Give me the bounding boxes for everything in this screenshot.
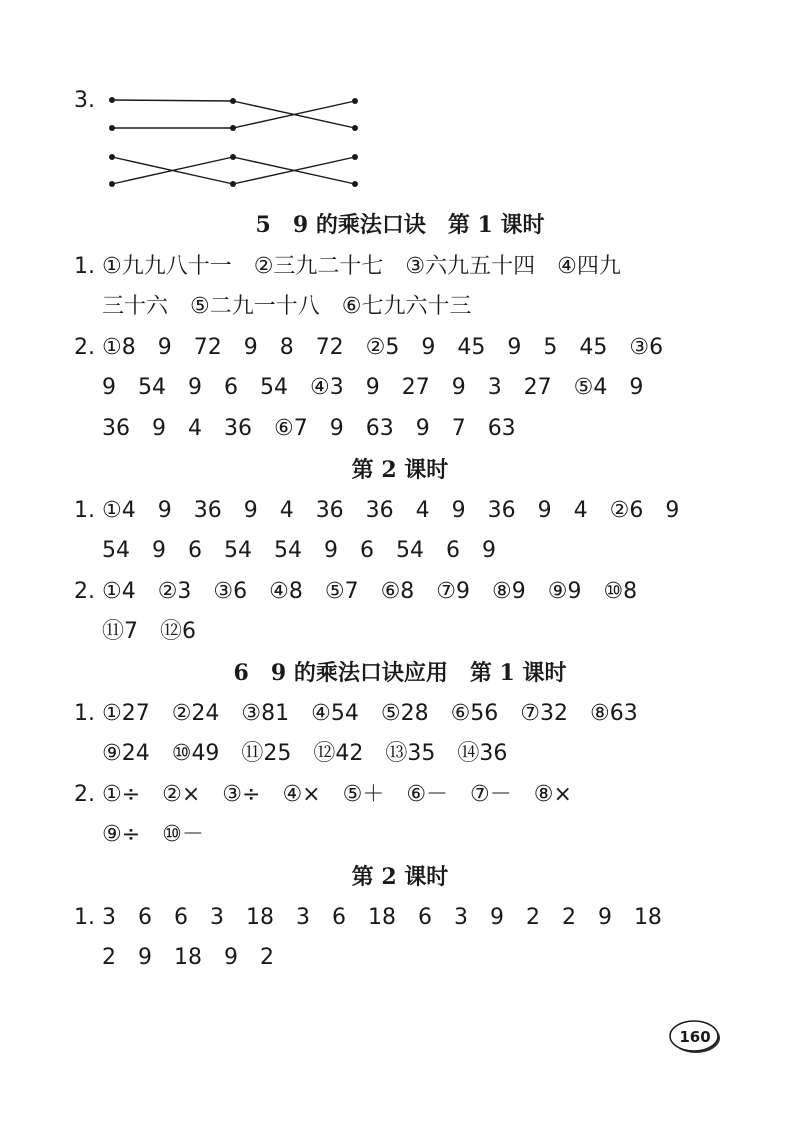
answer-line: ⑨24 ⑩49 ⑪25 ⑫42 ⑬35 ⑭36 [102, 741, 508, 766]
question-3-number: 3. [74, 88, 95, 113]
answer-line: 2. ①4 ②3 ③6 ④8 ⑤7 ⑥8 ⑦9 ⑧9 ⑨9 ⑩8 [74, 579, 638, 604]
section-heading: 6 9 的乘法口诀应用 第 1 课时 [233, 660, 567, 686]
match-dot [230, 98, 236, 104]
match-dot [352, 98, 358, 104]
answer-line: 9 54 9 6 54 ④3 9 27 9 3 27 ⑤4 9 [102, 375, 644, 400]
answer-line: 2. ①8 9 72 9 8 72 ②5 9 45 9 5 45 ③6 [74, 335, 664, 360]
page-number-badge [668, 1018, 722, 1056]
match-line [112, 100, 233, 101]
answer-line: 1. ①27 ②24 ③81 ④54 ⑤28 ⑥56 ⑦32 ⑧63 [74, 701, 638, 726]
section-heading: 第 2 课时 [351, 457, 449, 483]
answer-line: ⑨÷ ⑩－ [102, 822, 204, 847]
answer-line: 1. ①九九八十一 ②三九二十七 ③六九五十四 ④四九 [74, 254, 621, 279]
answer-line: 2. ①÷ ②× ③÷ ④× ⑤＋ ⑥－ ⑦－ ⑧× [74, 782, 572, 807]
matching-diagram [0, 0, 800, 200]
match-dot [109, 97, 115, 103]
match-dot [230, 181, 236, 187]
answer-line: ⑪7 ⑫6 [102, 619, 196, 644]
match-dot [230, 154, 236, 160]
match-dot [109, 125, 115, 131]
page-number: 160 [679, 1028, 711, 1046]
match-dot [109, 154, 115, 160]
answer-line: 2 9 18 9 2 [102, 945, 274, 970]
answer-line: 54 9 6 54 54 9 6 54 6 9 [102, 538, 496, 563]
answer-line: 1. 3 6 6 3 18 3 6 18 6 3 9 2 2 9 18 [74, 905, 662, 930]
match-dot [352, 154, 358, 160]
answer-line: 1. ①4 9 36 9 4 36 36 4 9 36 9 4 ②6 9 [74, 498, 680, 523]
match-dot [109, 181, 115, 187]
section-heading: 第 2 课时 [351, 864, 449, 890]
match-dot [352, 181, 358, 187]
answer-line: 36 9 4 36 ⑥7 9 63 9 7 63 [102, 416, 516, 441]
section-heading: 5 9 的乘法口诀 第 1 课时 [255, 212, 545, 238]
match-dot [352, 125, 358, 131]
answer-line: 三十六 ⑤二九一十八 ⑥七九六十三 [102, 294, 472, 319]
match-dot [230, 125, 236, 131]
